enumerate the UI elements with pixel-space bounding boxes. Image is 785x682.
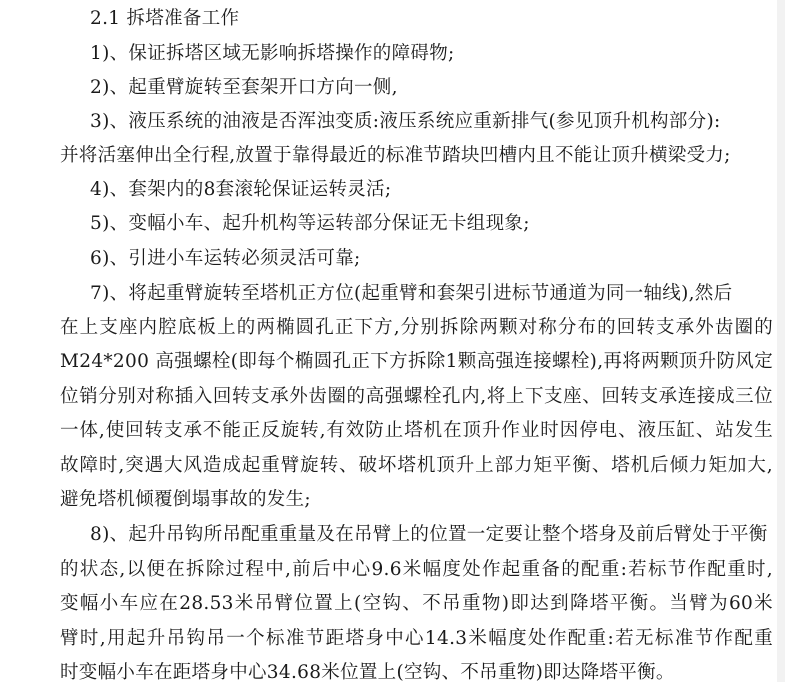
- paragraph-line: 变幅小车应在28.53米吊臂位置上(空钩、不吊重物)即达到降塔平衡。当臂为60米: [60, 593, 773, 614]
- paragraph-line: 3)、液压系统的油液是否浑浊变质:液压系统应重新排气(参见顶升机构部分):: [90, 111, 721, 132]
- section-title: 2.1 拆塔准备工作: [90, 8, 240, 29]
- paragraph-line: 7)、将起重臂旋转至塔机正方位(起重臂和套架引进标节通道为同一轴线),然后: [90, 283, 733, 304]
- paragraph-line: 5)、变幅小车、起升机构等运转部分保证无卡组现象;: [90, 213, 530, 234]
- paragraph-line: 故障时,突遇大风造成起重臂旋转、破坏塔机顶升上部力矩平衡、塔机后倾力矩加大,: [60, 455, 773, 476]
- paragraph-line: 避免塔机倾覆倒塌事故的发生;: [60, 489, 311, 510]
- paragraph-line: 2)、起重臂旋转至套架开口方向一侧,: [90, 77, 398, 98]
- paragraph-line: 8)、起升吊钩所吊配重重量及在吊臂上的位置一定要让整个塔身及前后臂处于平衡: [90, 524, 768, 545]
- paragraph-line: 的状态,以便在拆除过程中,前后中心9.6米幅度处作起重备的配重:若标节作配重时,: [60, 559, 773, 580]
- paragraph-line: 时变幅小车在距塔身中心34.68米位置上(空钩、不吊重物)即达降塔平衡。: [60, 662, 675, 682]
- page-edge: [777, 0, 785, 682]
- paragraph-line: 在上支座内腔底板上的两椭圆孔正下方,分别拆除两颗对称分布的回转支承外齿圈的: [60, 317, 773, 338]
- paragraph-line: 位销分别对称插入回转支承外齿圈的高强螺栓孔内,将上下支座、回转支承连接成三位: [60, 386, 773, 407]
- paragraph-line: 臂时,用起升吊钩吊一个标准节距塔身中心14.3米幅度处作配重:若无标准节作配重: [60, 628, 773, 649]
- paragraph-line: 并将活塞伸出全行程,放置于靠得最近的标准节踏块凹槽内且不能让顶升横梁受力;: [60, 145, 731, 166]
- paragraph-line: 4)、套架内的8套滚轮保证运转灵活;: [90, 179, 392, 200]
- paragraph-line: 1)、保证拆塔区域无影响拆塔操作的障碍物;: [90, 43, 455, 64]
- paragraph-line: 一体,使回转支承不能正反旋转,有效防止塔机在顶升作业时因停电、液压缸、站发生: [60, 420, 773, 441]
- paragraph-line: 6)、引进小车运转必须灵活可靠;: [90, 248, 361, 269]
- paragraph-line: M24*200 高强螺栓(即每个椭圆孔正下方拆除1颗高强连接螺栓),再将两颗顶升防风定: [60, 351, 773, 372]
